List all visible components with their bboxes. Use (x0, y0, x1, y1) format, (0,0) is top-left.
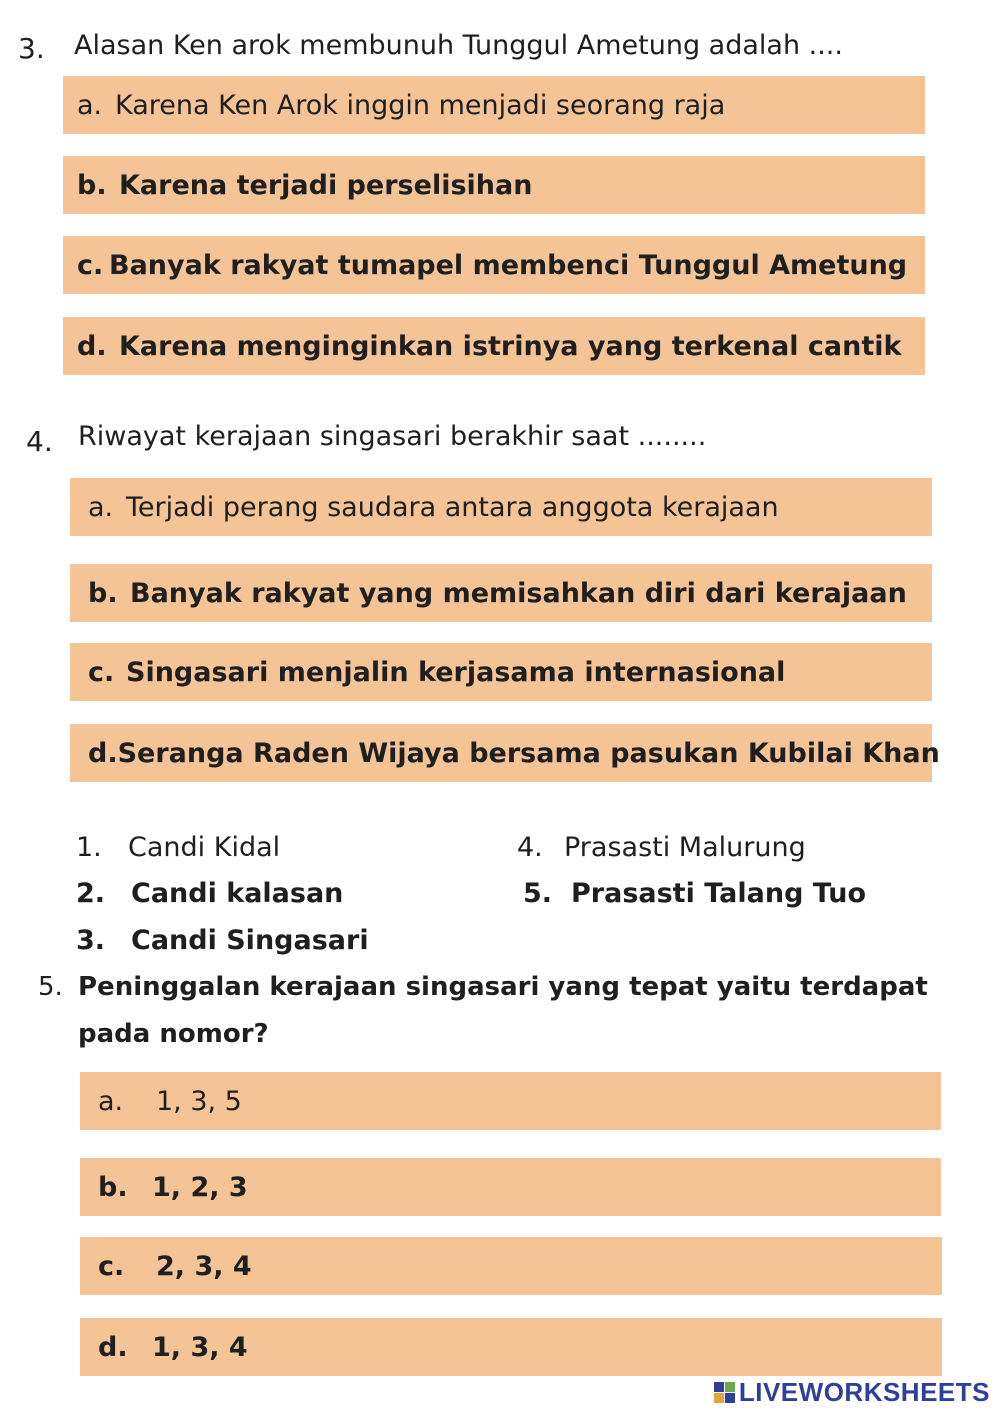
question-5-option-b[interactable] (80, 1158, 941, 1216)
liveworksheets-brand[interactable] (714, 1377, 990, 1408)
option-text: Karena menginginkan istrinya yang terkenal cantik (119, 330, 902, 362)
question-5-text-line1: Peninggalan kerajaan singasari yang tepat yaitu terdapat (78, 972, 928, 1002)
question-5-option-a[interactable] (80, 1072, 941, 1130)
option-letter: d. (88, 737, 118, 769)
question-5-text-line2: pada nomor? (78, 1019, 269, 1049)
question-4-option-a[interactable] (70, 478, 932, 536)
option-letter: d. (98, 1331, 128, 1363)
reference-item-4 (517, 832, 806, 863)
option-letter: a. (98, 1085, 124, 1117)
question-3-number: 3. (18, 32, 45, 65)
question-5-number: 5. (38, 972, 63, 1002)
option-text: 1, 3, 4 (152, 1331, 248, 1363)
option-letter: b. (88, 577, 118, 609)
option-text: Banyak rakyat yang memisahkan diri dari kerajaan (130, 577, 907, 609)
option-letter: c. (77, 249, 104, 281)
option-letter: c. (88, 656, 115, 688)
reference-item-text: Candi Singasari (131, 925, 369, 956)
option-text: Singasari menjalin kerjasama internasional (126, 656, 786, 688)
option-letter: a. (88, 491, 114, 523)
reference-item-5 (523, 878, 866, 909)
question-4-number: 4. (26, 425, 53, 458)
reference-item-number: 3. (76, 925, 106, 956)
reference-item-number: 2. (76, 878, 106, 909)
reference-item-number: 4. (517, 832, 543, 863)
option-text: Banyak rakyat tumapel membenci Tunggul Ametung (109, 249, 908, 281)
option-text: Terjadi perang saudara antara anggota kerajaan (126, 491, 779, 523)
question-4-option-c[interactable] (70, 643, 932, 701)
option-text: 1, 3, 5 (156, 1085, 242, 1117)
reference-item-text: Candi kalasan (131, 878, 344, 909)
question-5-option-c[interactable] (80, 1237, 942, 1295)
reference-item-2 (76, 878, 343, 909)
option-text: Karena Ken Arok inggin menjadi seorang raja (115, 89, 726, 121)
brand-name: LIVEWORKSHEETS (738, 1377, 990, 1407)
option-letter: b. (98, 1171, 128, 1203)
question-3-option-a[interactable] (63, 76, 925, 134)
question-3-option-c[interactable] (63, 236, 925, 294)
question-3-text: Alasan Ken arok membunuh Tunggul Ametung adalah .... (74, 30, 843, 61)
reference-item-number: 5. (523, 878, 553, 909)
reference-item-3 (76, 925, 369, 956)
option-text: 2, 3, 4 (156, 1250, 252, 1282)
option-letter: c. (98, 1250, 125, 1282)
reference-item-1 (76, 832, 280, 863)
question-4-option-b[interactable] (70, 564, 932, 622)
option-text: 1, 2, 3 (152, 1171, 248, 1203)
reference-item-text: Prasasti Talang Tuo (571, 878, 867, 909)
option-letter: a. (77, 89, 103, 121)
liveworksheets-logo-icon (714, 1382, 735, 1403)
reference-item-text: Candi Kidal (128, 832, 281, 863)
option-letter: d. (77, 330, 107, 362)
reference-item-text: Prasasti Malurung (564, 832, 806, 863)
option-text: Karena terjadi perselisihan (119, 169, 533, 201)
question-4-text: Riwayat kerajaan singasari berakhir saat ........ (78, 421, 707, 452)
option-text: Seranga Raden Wijaya bersama pasukan Kubilai Khan (117, 737, 940, 769)
option-letter: b. (77, 169, 107, 201)
question-3-option-b[interactable] (63, 156, 925, 214)
question-5-option-d[interactable] (80, 1318, 942, 1376)
question-4-option-d[interactable] (70, 724, 940, 782)
question-3-option-d[interactable] (63, 317, 925, 375)
reference-item-number: 1. (76, 832, 102, 863)
